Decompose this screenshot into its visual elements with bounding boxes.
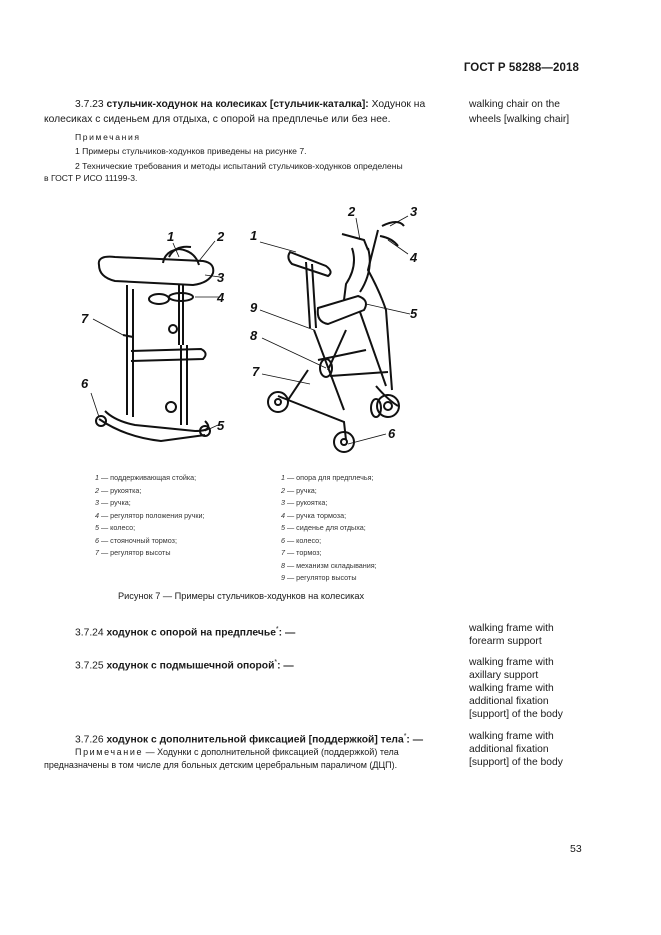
term-definition-start: Ходунок на bbox=[371, 99, 426, 110]
term-3-7-24 bbox=[75, 622, 295, 640]
note-2-line2: в ГОСТ Р ИСО 11199-3. bbox=[44, 173, 138, 183]
page-number: 53 bbox=[570, 843, 582, 855]
term-title: стульчик-ходунок на колесиках [стульчик-каталка]: bbox=[106, 99, 369, 110]
term-asterisk: * bbox=[275, 626, 279, 633]
legend-item: 3 — рукоятка; bbox=[281, 498, 328, 507]
note-3-7-26-line2: предназначены в том числе для больных детским церебральным параличом (ДЦП). bbox=[44, 760, 398, 770]
legend-item: 5 — колесо; bbox=[95, 523, 136, 532]
legend-item: 4 — ручка тормоза; bbox=[281, 510, 347, 520]
term-number: 3.7.26 bbox=[75, 734, 104, 746]
note-1: 1 Примеры стульчиков-ходунков приведены на рисунке 7. bbox=[75, 146, 307, 156]
legend-right bbox=[281, 472, 377, 585]
right-label-9: 9 bbox=[250, 300, 258, 315]
left-label-6: 6 bbox=[81, 376, 89, 391]
term-3-7-25 bbox=[75, 655, 294, 673]
legend-item: 3 — ручка; bbox=[95, 498, 131, 507]
term-title: ходунок с дополнительной фиксацией [поддержкой] тела bbox=[106, 734, 404, 746]
legend-item: 7 — регулятор высоты bbox=[95, 548, 171, 557]
left-label-5: 5 bbox=[217, 418, 225, 433]
term-number: 3.7.25 bbox=[75, 660, 104, 672]
term-3-7-23-line1 bbox=[75, 97, 460, 112]
term-asterisk: * bbox=[274, 659, 278, 666]
left-label-3: 3 bbox=[217, 270, 225, 285]
figure-caption: Рисунок 7 — Примеры стульчиков-ходунков на колесиках bbox=[118, 591, 365, 601]
en-term-3-7-25-line3: walking frame with bbox=[469, 683, 554, 694]
legend-item: 4 — регулятор положения ручки; bbox=[95, 510, 205, 520]
en-term-3-7-25-line4: additional fixation bbox=[469, 696, 549, 707]
term-dash: : — bbox=[277, 660, 294, 672]
en-term-3-7-25-line1: walking frame with bbox=[469, 657, 554, 668]
left-label-1: 1 bbox=[167, 229, 175, 244]
term-3-7-26 bbox=[75, 729, 423, 747]
right-label-1: 1 bbox=[250, 228, 258, 243]
en-term-3-7-24-line2: forearm support bbox=[469, 636, 542, 647]
en-term-3-7-26-line3: [support] of the body bbox=[469, 757, 563, 768]
note-2-line1: 2 Технические требования и методы испытаний стульчиков-ходунков определены bbox=[75, 161, 403, 171]
en-term-3-7-26-line1: walking frame with bbox=[469, 731, 554, 742]
term-dash: : — bbox=[406, 734, 424, 746]
legend-item: 8 — механизм складывания; bbox=[281, 560, 377, 570]
note-text: — Ходунки с дополнительной фиксацией (поддержкой) тела bbox=[143, 747, 399, 757]
right-label-8: 8 bbox=[250, 328, 258, 343]
term-title: ходунок с подмышечной опорой bbox=[106, 660, 275, 672]
legend-item: 6 — колесо; bbox=[281, 535, 322, 545]
left-label-7: 7 bbox=[81, 311, 89, 326]
term-number: 3.7.24 bbox=[75, 627, 104, 639]
walker-right-callouts bbox=[248, 200, 438, 460]
en-term-3-7-25-line2: axillary support bbox=[469, 670, 539, 681]
term-title: ходунок с опорой на предплечье bbox=[106, 627, 276, 639]
term-3-7-23-line2: колесиках с сиденьем для отдыха, с опорой на предплечье или без нее. bbox=[44, 114, 391, 125]
notes-title: Примечания bbox=[75, 132, 141, 142]
en-term-3-7-25-line5: [support] of the body bbox=[469, 709, 563, 720]
left-label-4: 4 bbox=[217, 290, 225, 305]
left-label-2: 2 bbox=[217, 229, 225, 244]
term-number: 3.7.23 bbox=[75, 99, 104, 110]
legend-item: 7 — тормоз; bbox=[281, 548, 322, 557]
legend-item: 6 — стояночный тормоз; bbox=[95, 535, 177, 545]
note-title: Примечание bbox=[75, 747, 144, 757]
legend-item: 1 — поддерживающая стойка; bbox=[95, 473, 197, 482]
en-term-3-7-23-line1: walking chair on the bbox=[469, 99, 561, 110]
standard-header: ГОСТ Р 58288—2018 bbox=[463, 62, 579, 74]
walker-left-callouts bbox=[75, 225, 245, 455]
legend-item: 2 — рукоятка; bbox=[95, 485, 142, 495]
term-asterisk: * bbox=[403, 733, 407, 740]
legend-item: 1 — опора для предплечья; bbox=[281, 473, 374, 482]
legend-item: 5 — сиденье для отдыха; bbox=[281, 523, 366, 532]
right-label-3: 3 bbox=[410, 204, 418, 219]
right-label-6: 6 bbox=[388, 426, 396, 441]
legend-left bbox=[95, 472, 205, 560]
right-label-2: 2 bbox=[348, 204, 356, 219]
term-dash: : — bbox=[278, 627, 296, 639]
en-term-3-7-24-line1: walking frame with bbox=[469, 623, 554, 634]
right-label-7: 7 bbox=[252, 364, 260, 379]
note-3-7-26-line1 bbox=[75, 746, 460, 759]
right-label-5: 5 bbox=[410, 306, 418, 321]
en-term-3-7-23-line2: wheels [walking chair] bbox=[469, 114, 570, 125]
en-term-3-7-26-line2: additional fixation bbox=[469, 744, 549, 755]
right-label-4: 4 bbox=[410, 250, 418, 265]
legend-item: 9 — регулятор высоты bbox=[281, 573, 357, 582]
legend-item: 2 — ручка; bbox=[281, 485, 317, 495]
